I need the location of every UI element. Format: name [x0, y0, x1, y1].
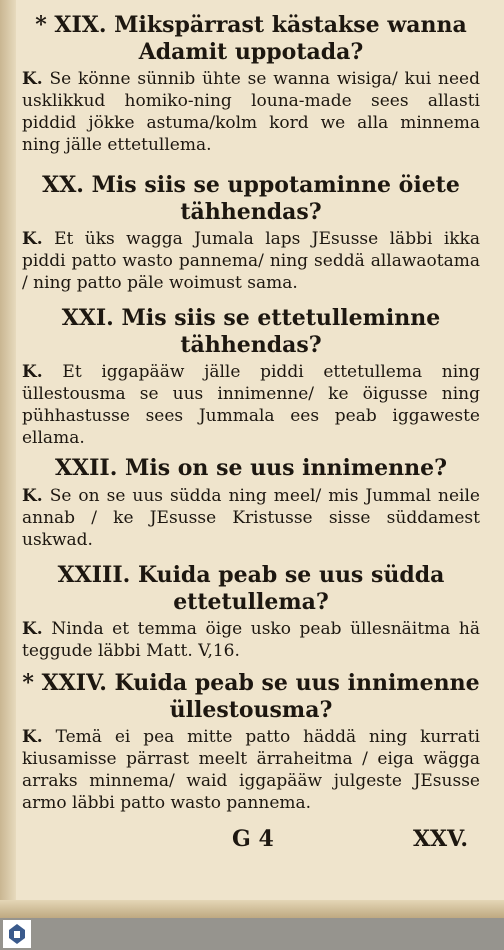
answer-text: Et iggapääw jälle piddi ettetullema ning üllestousma se uus innimenne/ ke öigusse ning pühhastusse sees Jummala ees peab iggaweste ellama.	[22, 362, 480, 448]
answer-label: K.	[22, 69, 43, 89]
library-logo-icon	[3, 920, 31, 948]
answer-label: K.	[22, 486, 43, 506]
heading-xxi: XXI. Mis siis se ettetulleminne tähhendas?	[61, 305, 441, 358]
page-gutter-shadow	[0, 0, 16, 918]
catchword: XXV.	[412, 826, 468, 852]
answer-text: Se könne sünnib ühte se wanna wisiga/ kui need usklikkud homiko-ning louna-made sees allasti piddid jökke astuma/kolm kord we alla minnema ning jälle ettetullema.	[22, 69, 480, 155]
answer-text: Ninda et temma öige usko peab üllesnäitma hä teggude läbbi Matt. V,16.	[22, 619, 481, 661]
answer-xxi	[22, 361, 480, 449]
scan-footer-strip	[0, 918, 504, 950]
answer-xx	[22, 228, 480, 294]
page-footer	[22, 826, 480, 856]
answer-label: K.	[22, 727, 43, 747]
heading-xxiii: XXIII. Kuida peab se uus südda ettetullema?	[57, 562, 445, 615]
answer-text: Temä ei pea mitte patto häddä ning kurrati kiusamisse pärrast meelt ärraheitma / eiga wägga arraks minnema/ waid iggapääw julgeste JEsusse armo läbbi patto wasto pannema.	[22, 727, 480, 813]
answer-xxiv	[22, 726, 480, 814]
answer-label: K.	[22, 619, 43, 639]
answer-xxiii	[22, 618, 480, 662]
answer-text: Se on se uus südda ning meel/ mis Jummal neile annab / ke JEsusse Kristusse sisse süddamest uskwad.	[22, 486, 480, 550]
heading-xxii: XXII. Mis on se uus innimenne?	[54, 455, 448, 481]
page-bottom-edge	[0, 900, 504, 918]
answer-label: K.	[22, 229, 43, 249]
heading-xxiv: * XXIV. Kuida peab se uus innimenne üllestousma?	[22, 670, 480, 723]
answer-label: K.	[22, 362, 43, 382]
answer-text: Et üks wagga Jumala laps JEsusse läbbi ikka piddi patto wasto pannema/ ning seddä allawaotama / ning patto päle woimust sama.	[22, 229, 480, 293]
answer-xix	[22, 68, 480, 156]
heading-xx: XX. Mis siis se uppotaminne öiete tähhendas?	[42, 172, 460, 225]
heading-xix: * XIX. Mikspärrast kästakse wanna Adamit uppotada?	[35, 12, 467, 65]
signature-mark: G 4	[232, 826, 274, 852]
answer-xxii	[22, 485, 480, 551]
